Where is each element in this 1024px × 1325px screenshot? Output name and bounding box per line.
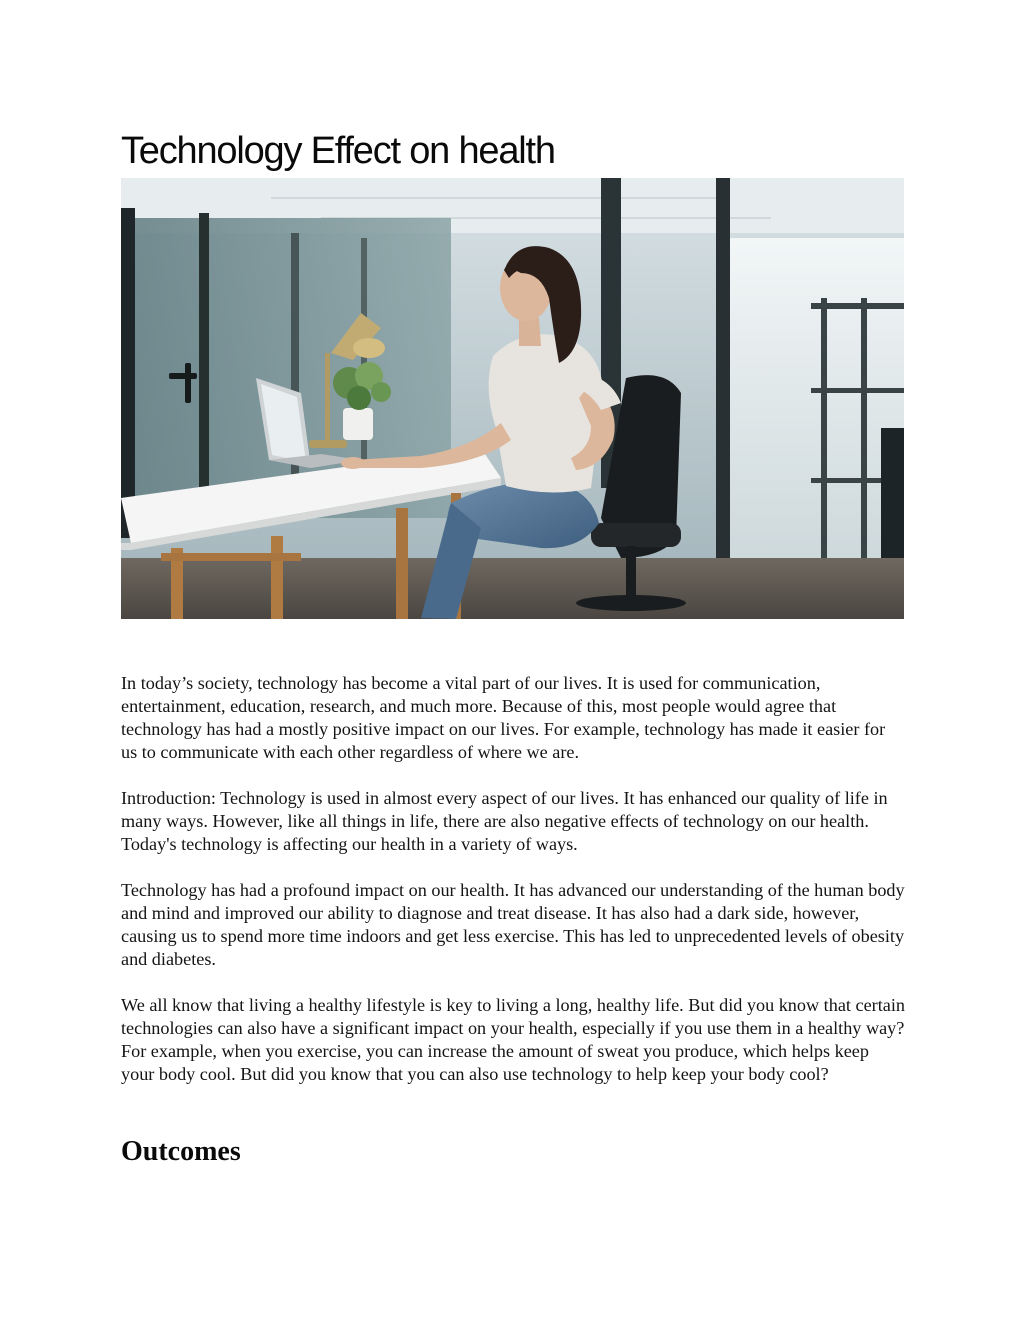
section-heading: Outcomes (121, 1136, 241, 1167)
article-body (121, 672, 905, 1109)
hero-photo (121, 178, 904, 619)
page-title: Technology Effect on health (121, 130, 555, 172)
paragraph: We all know that living a healthy lifestyle is key to living a long, healthy life. But did you know that certain technologies can also have a significant impact on your health, especially if you use them in a healthy way? For example, when you exercise, you can increase the amount of sweat you produce, which helps keep your body cool. But did you know that you can also use technology to help keep your body cool? (121, 995, 905, 1084)
paragraph: In today’s society, technology has become a vital part of our lives. It is used for communication, entertainment, education, research, and much more. Because of this, most people would agree that technology has had a mostly positive impact on our lives. For example, technology has made it easier for us to communicate with each other regardless of where we are. (121, 673, 886, 762)
paragraph: Technology has had a profound impact on our health. It has advanced our understanding of the human body and mind and improved our ability to diagnose and treat disease. It has also had a dark side, however, causing us to spend more time indoors and get less exercise. This has led to unprecedented levels of obesity and diabetes. (121, 880, 905, 969)
paragraph: Introduction: Technology is used in almost every aspect of our lives. It has enhanced our quality of life in many ways. However, like all things in life, there are also negative effects of technology on our health. Today's technology is affecting our health in a variety of ways. (121, 788, 888, 854)
